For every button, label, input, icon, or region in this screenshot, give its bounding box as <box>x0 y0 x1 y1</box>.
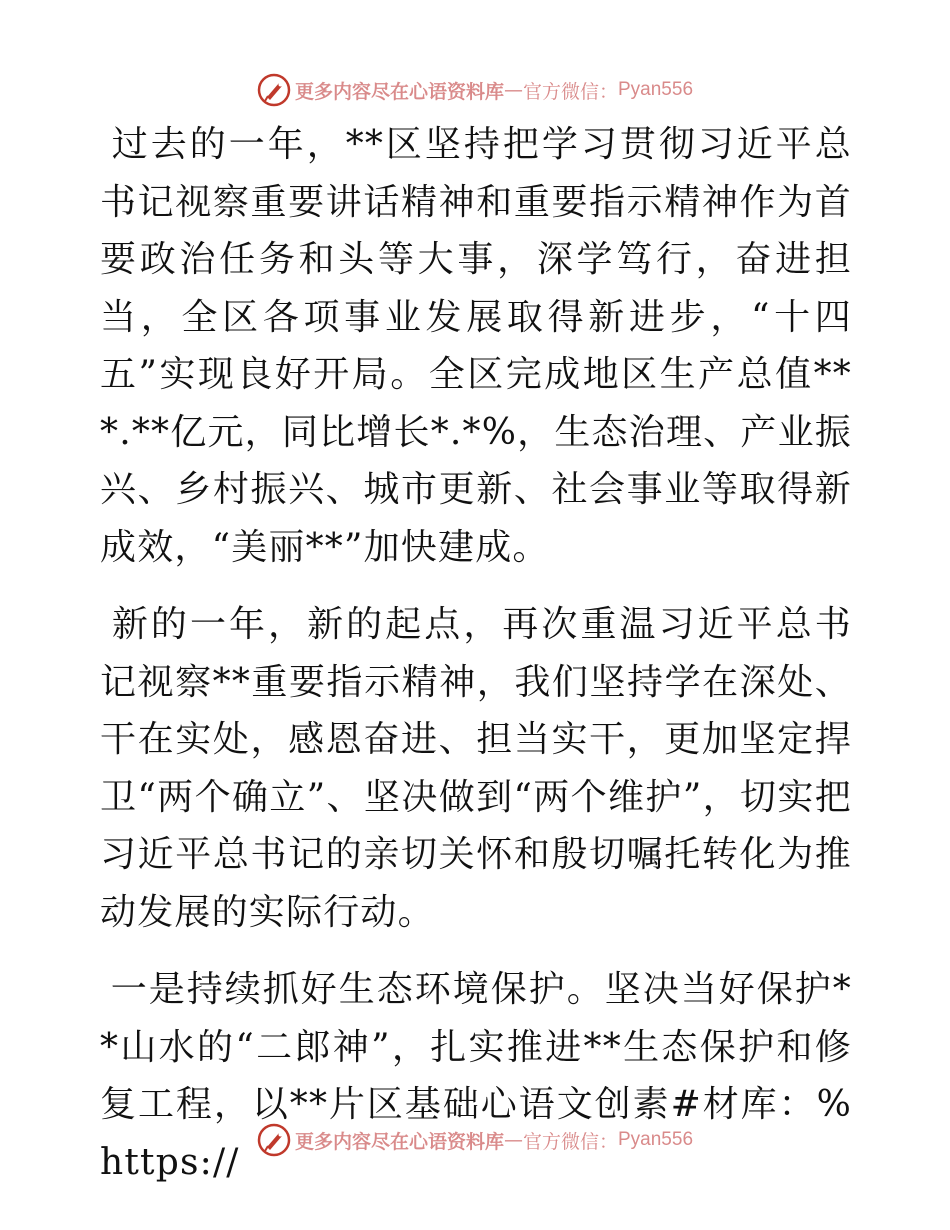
watermark-separator: — <box>503 79 523 101</box>
paragraph-1 <box>100 116 852 576</box>
watermark-text: 更多内容尽在心语资料库 <box>294 80 504 103</box>
header-watermark <box>0 70 950 110</box>
footer-watermark <box>0 1120 950 1160</box>
paragraph-2-text: 新的一年，新的起点，再次重温习近平总书记视察**重要指示精神，我们坚持学在深处、干在实处，感恩奋进、担当实干，更加坚定捍卫“两个确立”、坚决做到“两个维护”，切实把习近平总书记的亲切关怀和殷切嘱托转化为推动发展的实际行动。 <box>100 604 852 933</box>
pen-nib-logo-icon <box>257 73 291 107</box>
pen-nib-logo-icon <box>257 1123 291 1157</box>
watermark-separator: — <box>503 1129 523 1151</box>
paragraph-3-text: 一是持续抓好生态环境保护。坚决当好保护**山水的“二郎神”，扎实推进**生态保护和修复工程，以**片区基础心语文创素#材库：%https:// <box>100 969 852 1183</box>
paragraph-2 <box>100 596 852 941</box>
watermark-wechat-label: 官方微信： <box>522 80 618 103</box>
document-body <box>100 116 852 1191</box>
paragraph-1-text: 过去的一年，**区坚持把学习贯彻习近平总书记视察重要讲话精神和重要指示精神作为首要政治任务和头等大事，深学笃行，奋进担当，全区各项事业发展取得新进步，“十四五”实现良好开局。全区完成地区生产总值***.**亿元，同比增长*.*%，生态治理、产业振兴、乡村振兴、城市更新、社会事业等取得新成效，“美丽**”加快建成。 <box>100 124 852 568</box>
watermark-text: 更多内容尽在心语资料库 <box>294 1130 504 1153</box>
watermark-wechat-label: 官方微信： <box>522 1130 618 1153</box>
watermark-wechat-id: Pyan556 <box>618 79 694 100</box>
watermark-wechat-id: Pyan556 <box>618 1129 694 1150</box>
